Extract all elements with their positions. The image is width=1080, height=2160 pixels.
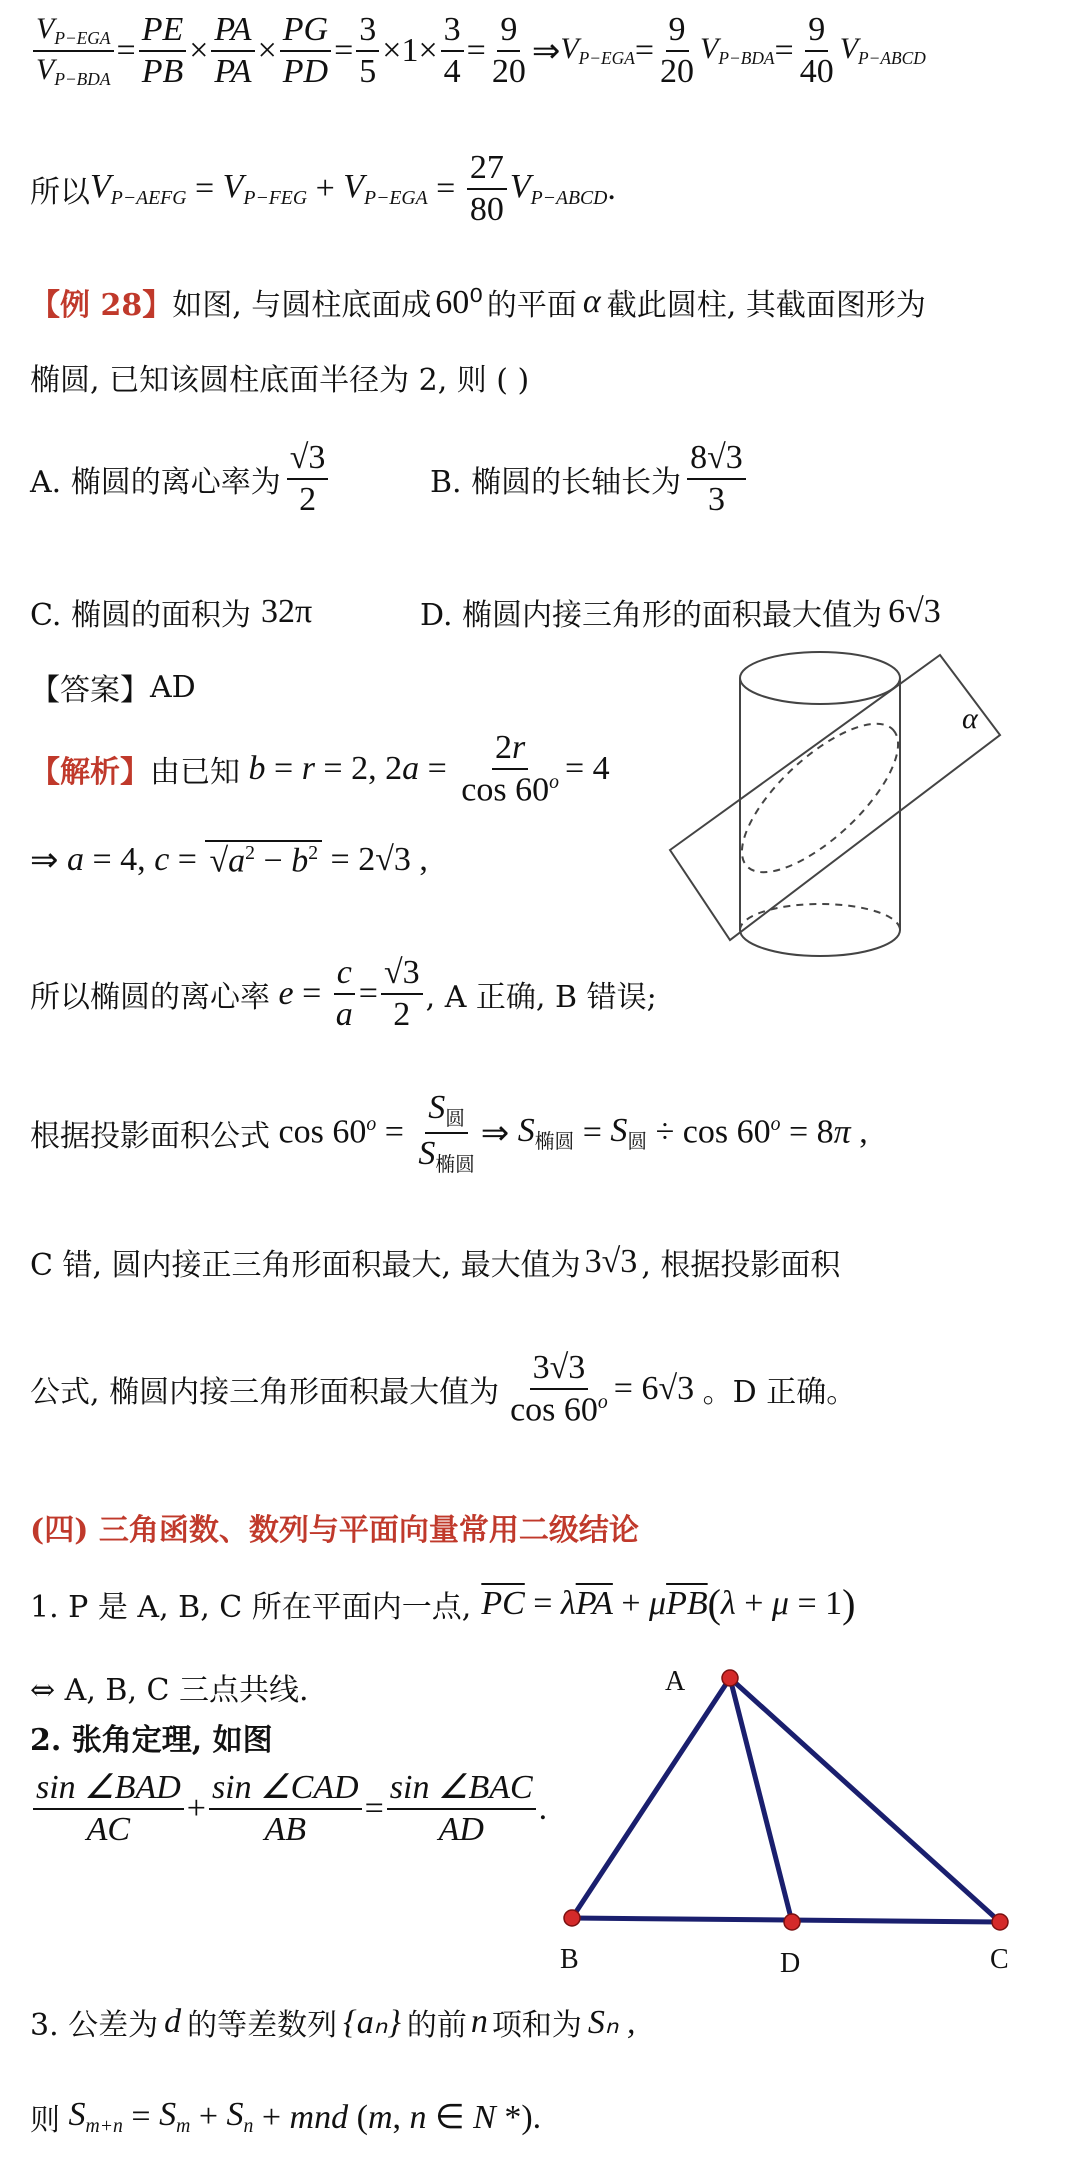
option-a: A. 椭圆的离心率为 $\frac{√3}{2}$ (30, 440, 331, 517)
analysis-line6: 公式, 椭圆内接三角形面积最大值为 $\frac{3√3}{\cos 60^o}$ = 6√3 。D 正确。 (30, 1349, 857, 1429)
point-b (564, 1910, 580, 1926)
analysis-line4: 根据投影面积公式 $\cos 60^o$ = $\frac{S_圆}{S_{椭圆}}$ ⇒ $S_{椭圆}$ = $S_圆$ ÷ $\cos 60^o = 8\pi$ , (30, 1089, 868, 1176)
example-28-stem: 【例 28】 如图, 与圆柱底面成 60⁰ 的平面 α 截此圆柱, 其截面图形为 (30, 280, 926, 324)
section-heading: (四) 三角函数、数列与平面向量常用二级结论 (30, 1513, 639, 1548)
volume-ratio-formula: $\frac{V_{P-EGA}}{V_{P-BDA}}$ = $\frac{PE}{PB}$ × $\frac{PA}{PA}$ × $\frac{PG}{PD}$ = $\frac{3}{5}$ ×1× $\frac{3}{4}$ = $\frac{9}{20}$ ⇒ $V_{P-EGA}$ = $\frac{9}{20}$ $V_{P-BDA}$ = $\frac{9}{40}$ $V_{P-ABCD}$ (30, 12, 926, 89)
item3-line1: 3. 公差为 d 的等差数列 {aₙ} 的前 n 项和为 Sₙ , (30, 2003, 636, 2043)
example-tag: 【例 28】 (30, 288, 173, 323)
analysis-line1: 【解析】 由已知 b = r = 2, 2 a = $\frac{2r}{\cos 60^o}$ = 4 (30, 729, 610, 809)
triangle-figure (540, 1650, 1020, 1990)
cylinder-figure (650, 640, 1010, 970)
option-c: C. 椭圆的面积为 32π (30, 593, 313, 633)
point-d (784, 1914, 800, 1930)
item1-collinear: 1. P 是 A, B, C 所在平面内一点, $\overline{PC}$ = λ $\overline{PA}$ + μ $\overline{PB}$ ( λ + μ = 1 ) (30, 1581, 856, 1626)
label-c: C (990, 1944, 1009, 1975)
answer: 【答案】 AD (30, 669, 196, 708)
point-a (722, 1670, 738, 1686)
option-d: D. 椭圆内接三角形的面积最大值为 6√3 (420, 593, 941, 633)
label-d: D (780, 1948, 801, 1979)
label-b: B (560, 1944, 579, 1975)
analysis-tag: 【解析】 (30, 754, 150, 790)
item3-line2: 则 $S_{m+n}$ = $S_m$ + $S_n$ + mnd (m, n ∈ N *). (30, 2096, 542, 2138)
label-a: A (665, 1666, 686, 1697)
item1-equivalence: ⇔ A, B, C 三点共线. (30, 1673, 309, 1708)
volume-sum-formula: 所以 $V_{P-AEFG}$ = $V_{P-FEG}$ + $V_{P-EGA}$ = $\frac{27}{80}$ $V_{P-ABCD}$ . (30, 149, 616, 228)
option-b: B. 椭圆的长轴长为 $\frac{8√3}{3}$ (430, 440, 749, 517)
item2-formula: $\frac{\text{sin ∠BAD}}{AC}$ + $\frac{\text{sin ∠CAD}}{AB}$ = $\frac{\text{sin ∠BAC}}{AD}$ . (30, 1770, 547, 1847)
analysis-line2: ⇒ a = 4, c = $√a^2 - b^2$ = 2√3 , (30, 841, 428, 880)
alpha-label: α (962, 702, 978, 735)
analysis-line3: 所以椭圆的离心率 e = $\frac{c}{a}$ = $\frac{√3}{2}$ , A 正确, B 错误; (30, 954, 657, 1033)
point-c (992, 1914, 1008, 1930)
analysis-line5: C 错, 圆内接正三角形面积最大, 最大值为 3√3 , 根据投影面积 (30, 1243, 841, 1283)
example-28-stem-line2: 椭圆, 已知该圆柱底面半径为 2, 则 ( ) (30, 363, 530, 398)
item2-title: 2. 张角定理, 如图 (30, 1723, 273, 1758)
